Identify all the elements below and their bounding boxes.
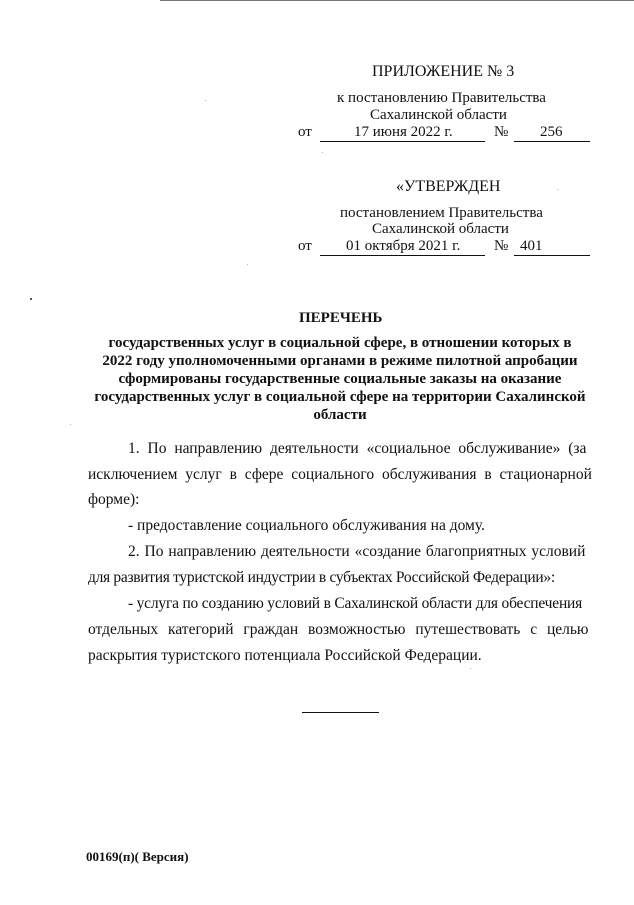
scan-speck [205, 100, 206, 101]
scan-speck [557, 189, 558, 190]
list-subtitle-line: 2022 году уполномоченными органами в режиме пилотной апробации [102, 353, 578, 369]
approved-from-label: от [298, 238, 312, 254]
appendix-title: ПРИЛОЖЕНИЕ № 3 [372, 63, 515, 80]
appendix-number: 256 [540, 124, 563, 140]
item1-bullet: - предоставление социального обслуживания на дому. [128, 517, 485, 534]
item1-line3: форме): [88, 491, 140, 508]
approved-number: 401 [520, 238, 543, 254]
scan-speck [70, 424, 71, 425]
appendix-region: Сахалинской области [370, 107, 507, 123]
appendix-date-underline [320, 141, 485, 142]
item2-line1: 2. По направлению деятельности «создание благоприятных условий [128, 543, 586, 560]
item2-line2: для развития туристской индустрии в субъектах Российской Федерации»: [88, 569, 555, 586]
approved-region: Сахалинской области [372, 221, 509, 237]
scan-speck [30, 298, 32, 300]
scan-speck [322, 152, 323, 153]
appendix-from-label: от [298, 124, 312, 140]
item2-bullet-line2: отдельных категорий граждан возможностью путешествовать с целью [88, 621, 589, 638]
approved-by-resolution: постановлением Правительства [340, 205, 543, 221]
item1-line2: исключением услуг в сфере социального обслуживания в стационарной [88, 466, 592, 483]
end-divider [302, 712, 379, 713]
list-subtitle-line: государственных услуг в социальной сфере, в отношении которых в [108, 335, 572, 351]
item2-bullet-line3: раскрытия туристского потенциала Российской Федерации. [88, 647, 482, 664]
appendix-date: 17 июня 2022 г. [354, 124, 453, 140]
list-subtitle-line: сформированы государственные социальные заказы на оказание [118, 371, 562, 387]
appendix-to-resolution: к постановлению Правительства [337, 90, 546, 106]
item1-line1: 1. По направлению деятельности «социальное обслуживание» (за [128, 440, 587, 457]
approved-date-underline [320, 255, 485, 256]
list-subtitle-line: государственных услуг в социальной сфере на территории Сахалинской [94, 389, 586, 405]
item2-bullet-line1: - услуга по созданию условий в Сахалинской области для обеспечения [128, 595, 583, 612]
scan-top-edge [160, 0, 634, 1]
appendix-number-label: № [494, 124, 509, 140]
scan-speck [247, 264, 248, 265]
appendix-number-underline [514, 141, 590, 142]
footer-version [86, 849, 189, 865]
approved-number-underline [514, 255, 590, 256]
list-subtitle-line: области [313, 407, 367, 423]
approved-title: «УТВЕРЖДЕН [396, 178, 501, 195]
approved-number-label: № [494, 238, 509, 254]
footer-version-text: 00169(п)( Версия) [86, 849, 189, 864]
approved-date: 01 октября 2021 г. [346, 238, 461, 254]
list-subtitle [90, 334, 590, 424]
scan-speck [470, 668, 471, 669]
list-heading: ПЕРЕЧЕНЬ [299, 310, 383, 326]
